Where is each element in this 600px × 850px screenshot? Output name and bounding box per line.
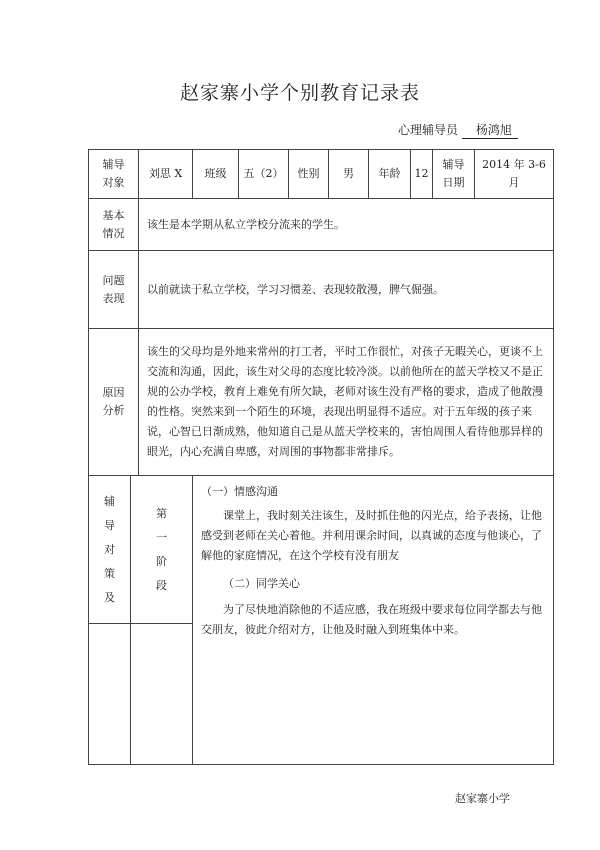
gender-label: 性别 <box>289 150 329 199</box>
stage-char-1: 第 <box>156 506 167 520</box>
class-value: 五（2） <box>239 150 289 199</box>
plan-label-char-4: 策 <box>104 566 115 580</box>
stage-label-cell <box>131 476 193 624</box>
plan-label-char-5: 及 <box>104 590 115 604</box>
age-value: 12 <box>411 150 433 199</box>
target-label-cell <box>89 150 139 199</box>
date-value-line1: 2014 年 3-6 <box>482 158 546 171</box>
plan-content <box>193 476 554 765</box>
basic-label-line1: 基本 <box>102 208 125 222</box>
stage-char-2: 一 <box>156 530 167 544</box>
plan-label-empty <box>89 624 131 765</box>
record-table <box>88 149 554 765</box>
plan-label-char-3: 对 <box>104 542 115 556</box>
footer-school: 赵家寨小学 <box>455 792 510 805</box>
counselor-name: 杨鸿旭 <box>462 123 518 139</box>
class-label: 班级 <box>193 150 239 199</box>
problem-label-line1: 问题 <box>102 273 125 287</box>
plan-label-char-2: 导 <box>104 518 115 532</box>
plan-paragraph-1: 课堂上，我时刻关注该生，及时抓住他的闪光点，给予表扬，让他感受到老师在关心着他。并利用课余时间，以真诚的态度与他谈心，了解他的家庭情况，在这个学校有没有朋友 <box>201 509 542 562</box>
gender-value: 男 <box>329 150 369 199</box>
problem-label-line2: 表现 <box>102 291 125 305</box>
student-name: 刘思 X <box>139 150 193 199</box>
target-label-line1: 辅导 <box>102 158 125 171</box>
date-value-cell <box>475 150 554 199</box>
date-label-line2: 日期 <box>442 176 465 189</box>
page-title: 赵家寨小学个别教育记录表 <box>179 82 420 104</box>
cause-label-line1: 原因 <box>102 386 125 399</box>
cause-label-cell <box>89 329 139 476</box>
basic-label-cell <box>89 199 139 251</box>
basic-label-line2: 情况 <box>102 226 125 240</box>
cause-label-line2: 分析 <box>102 404 125 417</box>
plan-paragraph-2: 为了尽快地消除他的不适应感，我在班级中要求每位同学都去与他交朋友，彼此介绍对方，让他及时融入到班集体中来。 <box>201 603 542 636</box>
date-label-cell <box>433 150 475 199</box>
stage-char-4: 段 <box>156 578 167 592</box>
date-value-line2: 月 <box>508 176 520 189</box>
target-label-line2: 对象 <box>102 176 125 189</box>
stage-char-3: 阶 <box>156 554 167 568</box>
age-label: 年龄 <box>369 150 411 199</box>
problem-label-cell <box>89 251 139 329</box>
problem-text: 以前就读于私立学校，学习习惯差、表现较散漫，脾气倔强。 <box>139 251 554 329</box>
plan-label-cell <box>89 476 131 624</box>
plan-heading-2: （二）同学关心 <box>223 577 300 590</box>
plan-heading-1: （一）情感沟通 <box>201 485 278 498</box>
counselor-line <box>398 121 518 139</box>
stage-label-empty <box>131 624 193 765</box>
basic-text: 该生是本学期从私立学校分流来的学生。 <box>139 199 554 251</box>
date-label-line1: 辅导 <box>442 158 465 171</box>
cause-text: 该生的父母均是外地来常州的打工者，平时工作很忙，对孩子无暇关心，更谈不上交流和沟通，因此，该生对父母的态度比较冷淡。以前他所在的蓝天学校又不是正规的公办学校，教育上难免有所欠缺，老师对该生没有严格的要求，造成了他散漫的性格。突然来到一个陌生的环境，表现出明显得不适应。对于五年级的孩子来说，心智已日渐成熟，他知道自己是从蓝天学校来的，害怕周围人看待他那异样的眼光，内心充满自卑感，对周围的事物都非常排斥。 <box>139 329 554 476</box>
counselor-label: 心理辅导员 <box>398 123 459 137</box>
plan-label-char-1: 辅 <box>104 494 115 508</box>
